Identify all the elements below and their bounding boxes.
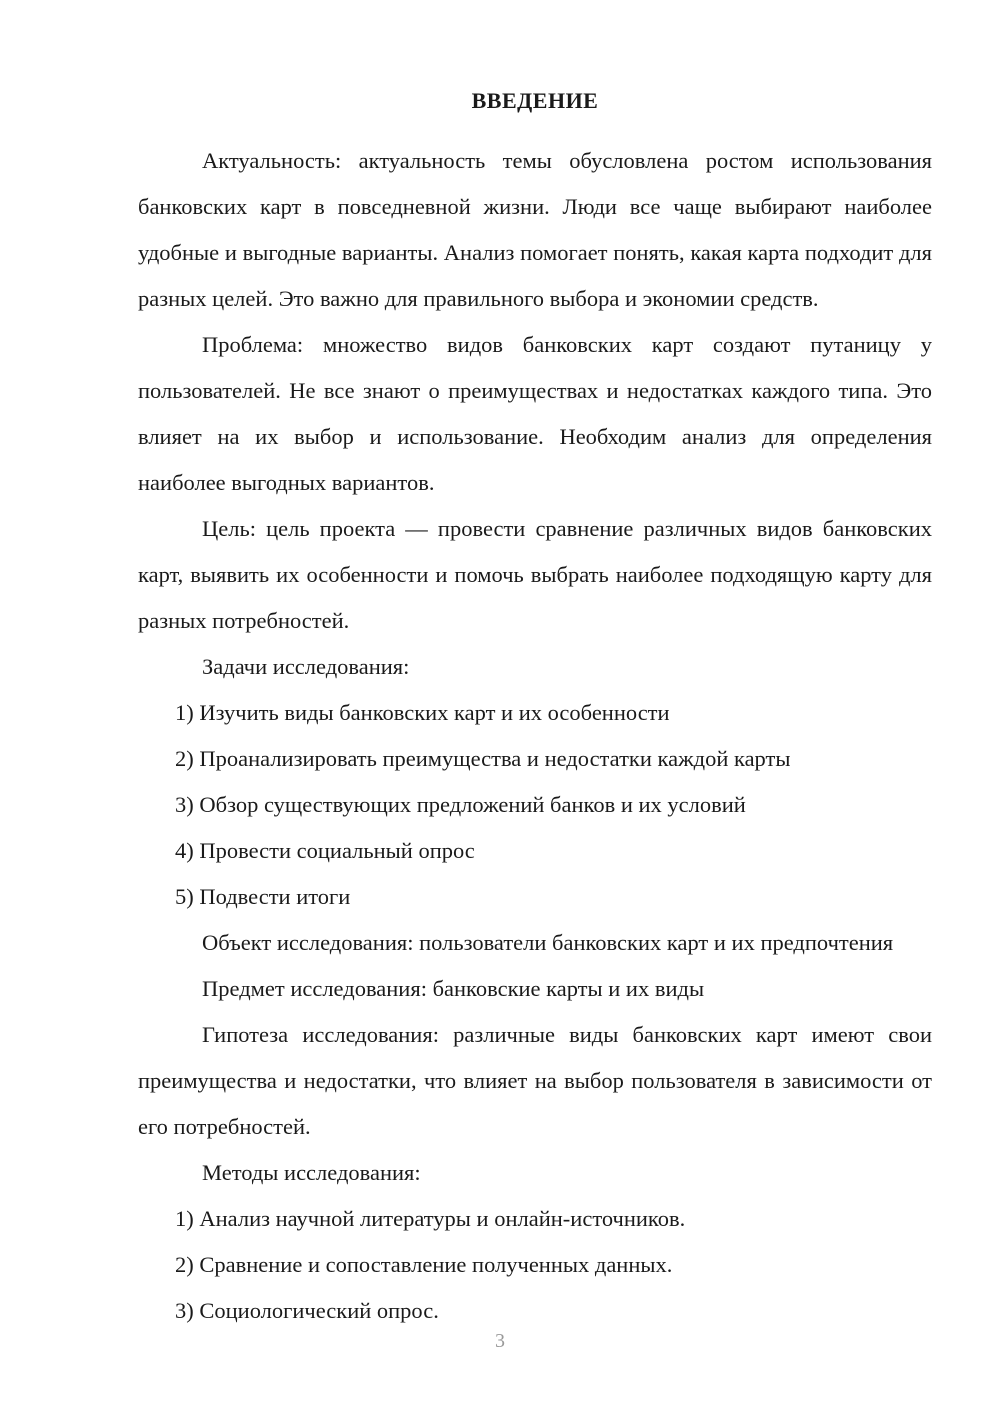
- page-number: 3: [495, 1330, 505, 1352]
- page-title: ВВЕДЕНИЕ: [471, 88, 599, 113]
- list-item: 5) Подвести итоги: [175, 884, 351, 910]
- list-item: 3) Обзор существующих предложений банков и их условий: [175, 792, 746, 818]
- paragraph-relevance: Актуальность: актуальность темы обусловлена ростом использования банковских карт в повседневной жизни. Люди все чаще выбирают наиболее удобные и выгодные варианты. Анализ помогает понять, какая карта подходит для разных целей. Это важно для правильного выбора и экономии средств.: [138, 148, 932, 312]
- list-item: 1) Анализ научной литературы и онлайн-источников.: [175, 1206, 686, 1232]
- heading-tasks: Задачи исследования:: [202, 654, 410, 680]
- methods-list: [138, 1196, 932, 1334]
- paragraph-subject: Предмет исследования: банковские карты и их виды: [202, 976, 705, 1002]
- paragraph-goal: Цель: цель проекта — провести сравнение различных видов банковских карт, выявить их особенности и помочь выбрать наиболее подходящую карту для разных потребностей.: [138, 516, 932, 634]
- heading-methods: Методы исследования:: [202, 1160, 421, 1186]
- list-item: 2) Сравнение и сопоставление полученных данных.: [175, 1252, 673, 1278]
- tasks-list: [138, 690, 932, 920]
- paragraph-problem: Проблема: множество видов банковских карт создают путаницу у пользователей. Не все знают о преимуществах и недостатках каждого типа. Это влияет на их выбор и использование. Необходим анализ для определения наиболее выгодных вариантов.: [138, 332, 932, 496]
- list-item: 2) Проанализировать преимущества и недостатки каждой карты: [175, 746, 791, 772]
- list-item: 3) Социологический опрос.: [175, 1298, 439, 1324]
- list-item: 1) Изучить виды банковских карт и их особенности: [175, 700, 670, 726]
- list-item: 4) Провести социальный опрос: [175, 838, 475, 864]
- paragraph-object: Объект исследования: пользователи банковских карт и их предпочтения: [202, 930, 894, 956]
- document-content: [138, 88, 932, 1334]
- paragraph-hypothesis: Гипотеза исследования: различные виды банковских карт имеют свои преимущества и недостатки, что влияет на выбор пользователя в зависимости от его потребностей.: [138, 1022, 932, 1140]
